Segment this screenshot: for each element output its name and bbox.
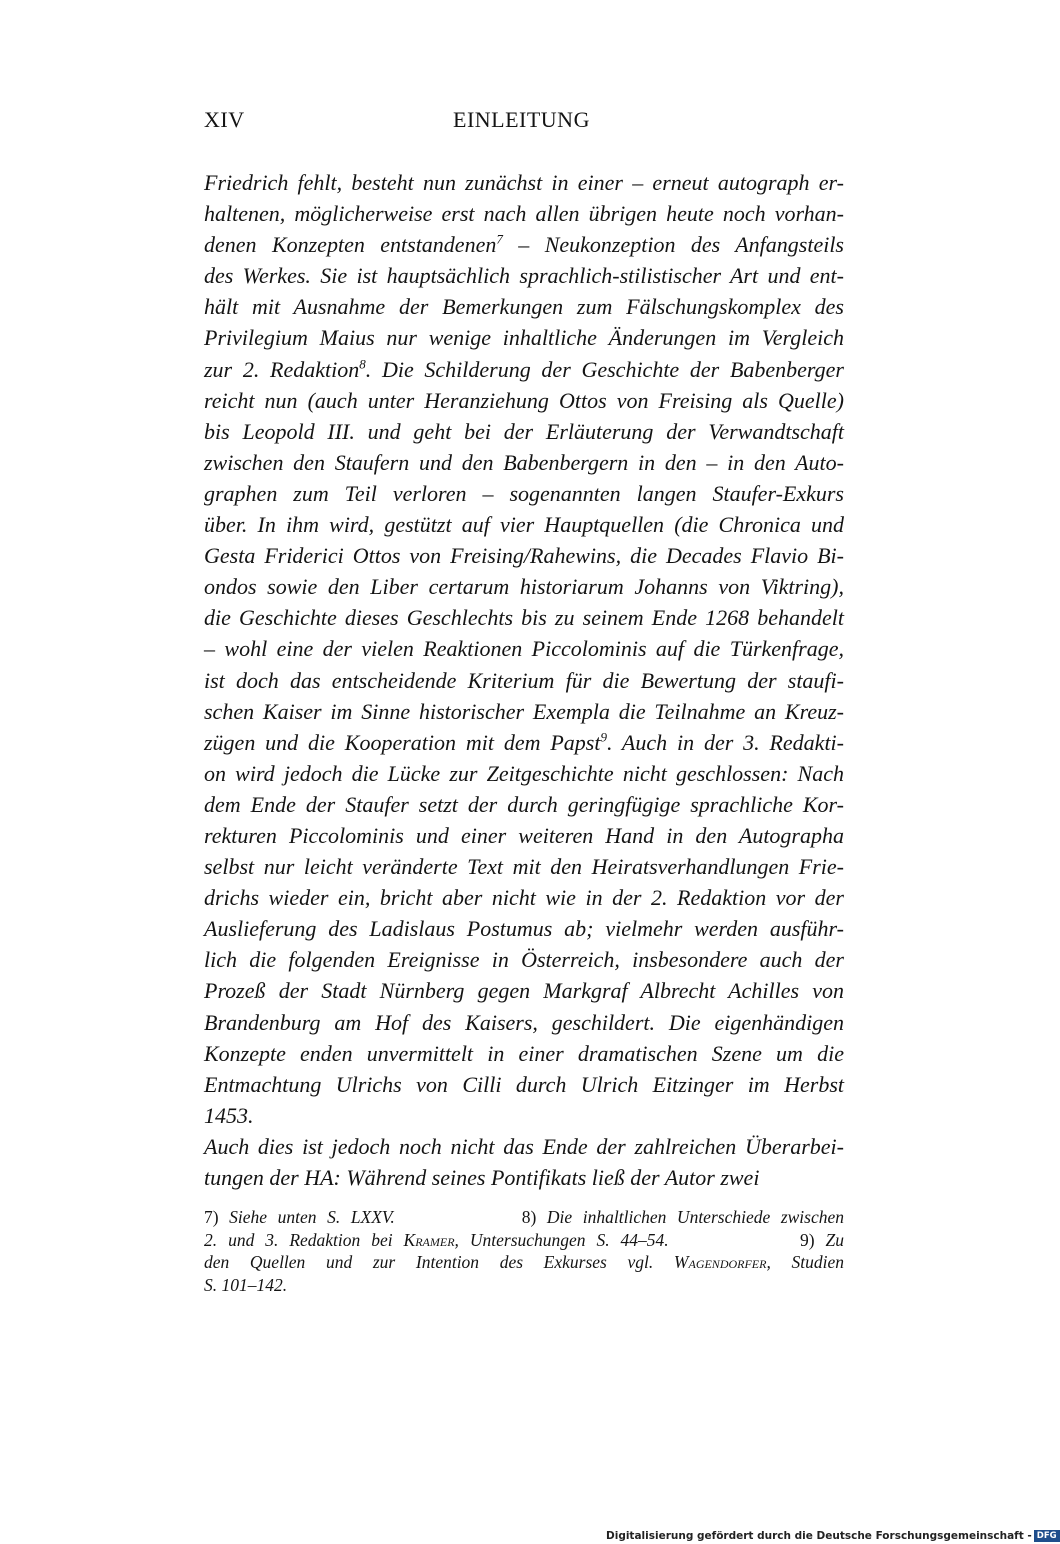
text-line: Friedrich fehlt, besteht nun zunächst in einer – erneut autograph er- — [204, 170, 844, 195]
text-line: on wird jedoch die Lücke zur Zeitgeschichte nicht geschlossen: Nach — [204, 760, 844, 786]
footnote-segment: 9) — [668, 1229, 826, 1250]
page-number: XIV — [204, 107, 245, 132]
running-header — [204, 107, 844, 137]
text-line: denen Konzepten entstandenen$^7$ – Neukonzeption des Anfangsteils — [204, 231, 844, 258]
footnote-segment: , Untersuchungen S. 44–54. — [454, 1229, 669, 1250]
text-line: ondos sowie den Liber certarum historiarum Johanns von Viktring), — [204, 574, 844, 600]
main-text — [204, 167, 844, 1193]
text-line: zwischen den Staufern und den Babenbergern in den – in den Auto- — [204, 449, 844, 475]
digitization-credit — [606, 1530, 1060, 1542]
footnote-segment: 2. und 3. Redaktion bei — [204, 1229, 404, 1250]
footnote-segment: Kramer — [403, 1229, 455, 1250]
text-line: graphen zum Teil verloren – sogenannten langen Staufer-Exkurs — [204, 480, 844, 506]
footnote-ref: 9 — [600, 729, 607, 745]
text-line: Konzepte enden unvermittelt in einer dramatischen Szene um die — [204, 1040, 844, 1066]
text-line: hält mit Ausnahme der Bemerkungen zum Fälschungskomplex des — [204, 294, 844, 320]
text-line: schen Kaiser im Sinne historischer Exempla die Teilnahme an Kreuz- — [204, 698, 844, 724]
text-line: ist doch das entscheidende Kriterium für die Bewertung der staufi- — [204, 667, 844, 693]
text-line: des Werkes. Sie ist hauptsächlich sprachlich-stilistischer Art und ent- — [204, 263, 844, 289]
footnote-ref: 8 — [359, 356, 366, 372]
text-line: haltenen, möglicherweise erst nach allen übrigen heute noch vorhan- — [204, 201, 844, 227]
running-title: EINLEITUNG — [453, 107, 590, 132]
footnote-segment: 7) — [204, 1207, 230, 1227]
text-line: Prozeß der Stadt Nürnberg gegen Markgraf Albrecht Achilles von — [204, 978, 844, 1004]
text-line: selbst nur leicht veränderte Text mit den Heiratsverhandlungen Frie- — [204, 854, 844, 880]
footnote-segment: S. 101–142. — [204, 1274, 288, 1295]
footnote-segment: Die inhaltlichen Unterschiede zwischen — [546, 1207, 845, 1227]
text-line: Gesta Friderici Ottos von Freising/Rahewins, die Decades Flavio Bi- — [204, 543, 844, 569]
text-line: bis Leopold III. und geht bei der Erläuterung der Verwandtschaft — [204, 418, 844, 444]
footnote-line — [204, 1206, 844, 1229]
text-line: reicht nun (auch unter Heranziehung Ottos von Freising als Quelle) — [204, 387, 844, 413]
text-line: Auslieferung des Ladislaus Postumus ab; vielmehr werden ausführ- — [204, 916, 844, 942]
text-line: – wohl eine der vielen Reaktionen Piccolominis auf die Türkenfrage, — [204, 636, 844, 662]
text-line: Entmachtung Ulrichs von Cilli durch Ulrich Eitzinger im Herbst — [204, 1071, 844, 1097]
footnote-line — [204, 1229, 844, 1252]
footnote-segment: Zu — [825, 1229, 845, 1250]
footnote-line — [204, 1274, 844, 1297]
text-line: zügen und die Kooperation mit dem Papst$^9$. Auch in der 3. Redakti- — [204, 729, 844, 755]
footnote-segment: Siehe unten S. LXXV. — [229, 1207, 395, 1227]
text-line: tungen der HA: Während seines Pontifikats ließ der Autor zwei — [204, 1165, 760, 1190]
text-line: dem Ende der Staufer setzt der durch geringfügige sprachliche Kor- — [204, 791, 844, 817]
text-line: Auch dies ist jedoch noch nicht das Ende der zahlreichen Überarbei- — [204, 1133, 844, 1159]
credit-text: Digitalisierung gefördert durch die Deutsche Forschungsgemeinschaft - — [606, 1530, 1032, 1542]
footnote-line — [204, 1251, 844, 1274]
dfg-logo: DFG — [1034, 1530, 1060, 1542]
text-line: Privilegium Maius nur wenige inhaltliche Änderungen im Vergleich — [204, 325, 844, 351]
footnote-segment: , Studien — [766, 1252, 844, 1272]
text-line: die Geschichte dieses Geschlechts bis zu seinem Ende 1268 behandelt — [204, 605, 844, 631]
text-line: lich die folgenden Ereignisse in Österreich, insbesondere auch der — [204, 947, 844, 973]
footnote-ref: 7 — [496, 231, 503, 247]
text-line: 1453. — [204, 1102, 254, 1128]
text-line: drichs wieder ein, bricht aber nicht wie in der 2. Redaktion vor der — [204, 885, 844, 911]
text-line: über. In ihm wird, gestützt auf vier Hauptquellen (die Chronica und — [204, 512, 844, 538]
text-line: zur 2. Redaktion$^8$. Die Schilderung der Geschichte der Babenberger — [204, 356, 844, 382]
text-line: Brandenburg am Hof des Kaisers, geschildert. Die eigenhändigen — [204, 1009, 844, 1035]
footnote-segment: den Quellen und zur Intention des Exkurses vgl. — [204, 1252, 674, 1272]
footnote-segment: 8) — [394, 1207, 547, 1227]
footnotes — [204, 1206, 844, 1296]
text-line: rekturen Piccolominis und einer weiteren Hand in den Autographa — [204, 822, 844, 848]
footnote-segment: Wagendorfer — [673, 1252, 767, 1272]
